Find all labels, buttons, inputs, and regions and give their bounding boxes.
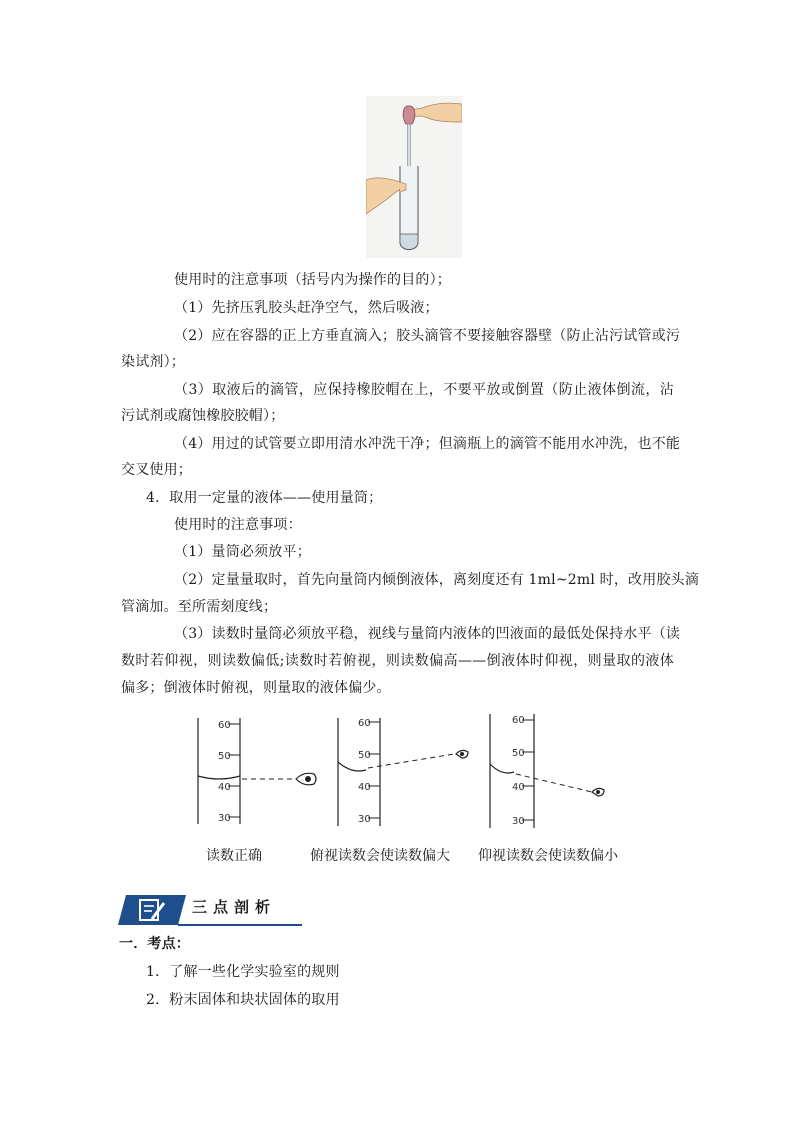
analysis-item-2: 2．粉末固体和块状固体的取用: [146, 992, 340, 1008]
section-4-notes-intro: 使用时的注意事项：: [174, 517, 302, 533]
caption-looking-down: 俯视读数会使读数偏大: [310, 848, 450, 864]
dropper-step-2-line-1: （2）应在容器的正上方垂直滴入；胶头滴管不要接触容器壁（防止沾污试管或污: [174, 328, 681, 344]
tick-label-60: 60: [218, 720, 231, 731]
usage-notes-intro: 使用时的注意事项（括号内为操作的目的）；: [174, 272, 451, 288]
dropper-test-tube-illustration: [366, 96, 462, 258]
cylinder-correct-reading-diagram: [190, 712, 330, 832]
dropper-step-3-line-1: （3）取液后的滴管，应保持橡胶帽在上，不要平放或倒置（防止液体倒流，沾: [174, 382, 674, 398]
tick-label-50: 50: [512, 748, 525, 759]
tick-label-40: 40: [512, 782, 525, 793]
cylinder-step-2-line-1: （2）定量量取时，首先向量筒内倾倒液体，离刻度还有 1ml~2ml 时，改用胶头滴: [174, 572, 700, 588]
tick-label-60: 60: [358, 718, 371, 729]
dropper-step-4-line-1: （4）用过的试管要立即用清水冲洗干净；但滴瓶上的滴管不能用水冲洗，也不能: [174, 436, 681, 452]
analysis-item-1: 1．了解一些化学实验室的规则: [146, 964, 340, 980]
cylinder-looking-down-diagram: [330, 712, 480, 832]
section-banner-title: 三点剖析: [192, 898, 277, 916]
tick-label-50: 50: [218, 751, 231, 762]
eye-icon: [456, 750, 468, 758]
tick-label-40: 40: [218, 782, 231, 793]
dropper-step-2-line-2: 染试剂）；: [121, 354, 185, 370]
cylinder-step-2-line-2: 管滴加。至所需刻度线；: [121, 599, 278, 615]
dropper-step-3-line-2: 污试剂或腐蚀橡胶胶帽）；: [121, 408, 285, 424]
tick-label-30: 30: [218, 813, 231, 824]
cylinder-step-3-line-1: （3）读数时量筒必须放平稳，视线与量筒内液体的凹液面的最低处保持水平（读: [174, 626, 681, 642]
caption-correct-reading: 读数正确: [206, 848, 262, 864]
tick-label-50: 50: [358, 750, 371, 761]
eye-icon: [296, 773, 316, 785]
cylinder-step-3-line-3: 偏多；倒液体时俯视，则量取的液体偏少。: [121, 680, 391, 696]
dropper-step-4-line-2: 交叉使用；: [121, 462, 192, 478]
cylinder-looking-up-diagram: [482, 712, 622, 832]
eye-icon: [592, 788, 604, 796]
analysis-heading: 一．考点：: [119, 936, 190, 952]
tick-label-30: 30: [512, 816, 525, 827]
cylinder-step-1: （1）量筒必须放平；: [174, 544, 311, 560]
tick-label-40: 40: [358, 782, 371, 793]
caption-looking-up: 仰视读数会使读数偏小: [478, 848, 618, 864]
cylinder-step-3-line-2: 数时若仰视，则读数偏低;读数时若俯视，则读数偏高——倒液体时仰视，则量取的液体: [121, 653, 674, 669]
dropper-step-1: （1）先挤压乳胶头赶净空气，然后吸液；: [174, 300, 439, 316]
section-4-heading: 4．取用一定量的液体——使用量筒；: [146, 490, 383, 506]
tick-label-30: 30: [358, 814, 371, 825]
tick-label-60: 60: [512, 715, 525, 726]
